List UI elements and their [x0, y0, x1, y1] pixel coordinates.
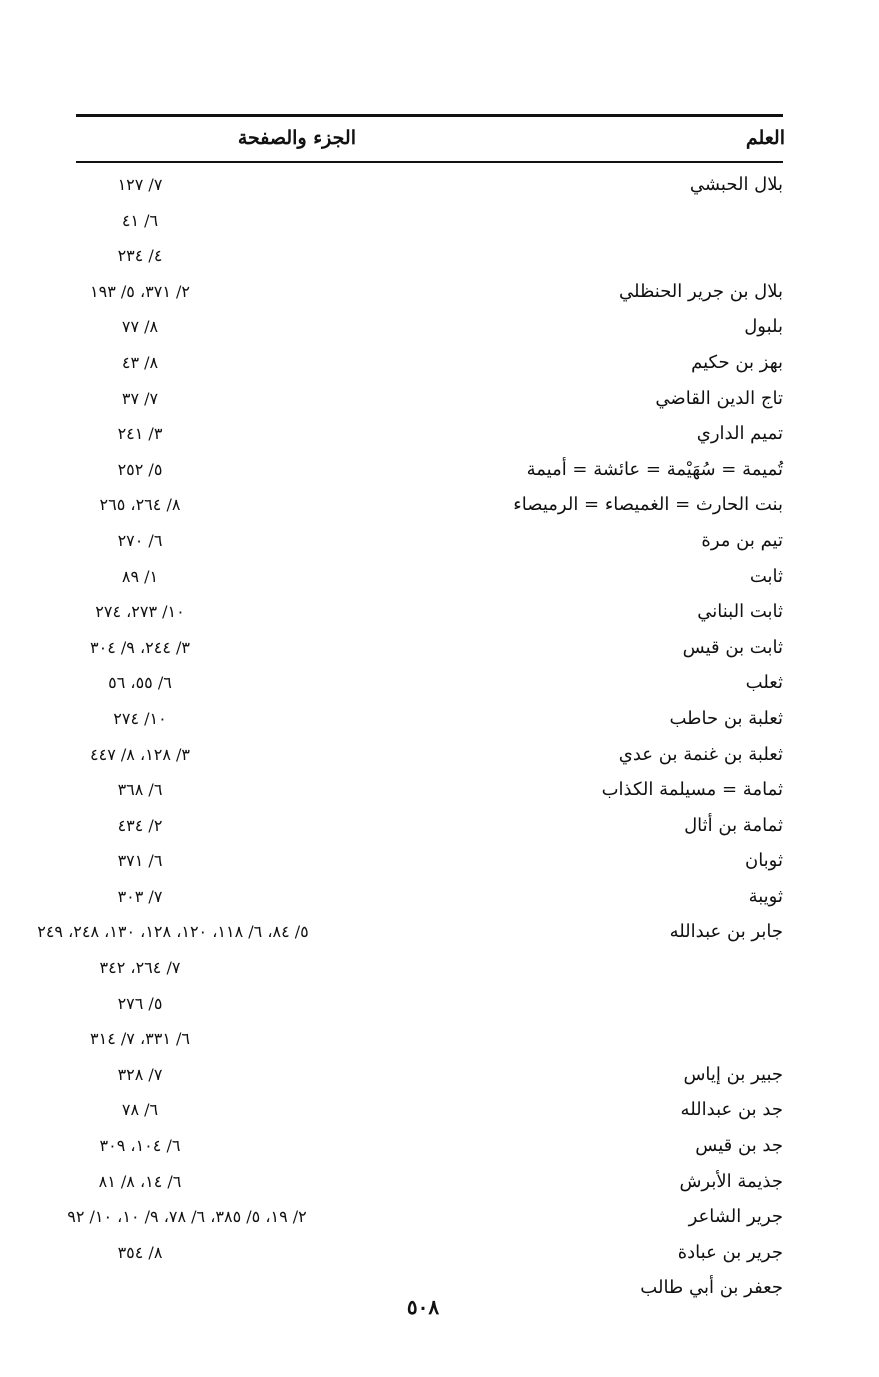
volume-page-reference: ٧/ ٣٢٨ [117, 1064, 163, 1084]
table-row [0, 560, 879, 596]
table-row [0, 1093, 879, 1129]
volume-page-reference: ٥/ ٢٧٦ [117, 993, 163, 1013]
table-row [0, 239, 879, 275]
person-name: تاج الدين القاضي [655, 387, 783, 409]
person-name: بنت الحارث = الغميصاء = الرميصاء [513, 494, 783, 516]
person-name: تُميمة = سُهَيْمة = عائشة = أميمة [526, 458, 783, 480]
volume-page-reference: ٦/ ٧٨ [121, 1100, 159, 1120]
person-name: ثابت البناني [697, 601, 783, 623]
table-row [0, 275, 879, 311]
table-row [0, 631, 879, 667]
person-name: ثعلبة بن غنمة بن عدي [618, 743, 783, 765]
person-name: ثابت بن قيس [682, 636, 783, 658]
table-row [0, 1236, 879, 1272]
table-row [0, 951, 879, 987]
table-row [0, 1022, 879, 1058]
volume-page-reference: ٦/ ٣٦٨ [117, 780, 163, 800]
table-row [0, 204, 879, 240]
header-reference-column: الجزء والصفحة [237, 127, 356, 149]
table-row [0, 666, 879, 702]
volume-page-reference: ٨/ ٤٣ [121, 352, 159, 372]
volume-page-reference: ٧/ ٢٦٤، ٣٤٢ [99, 958, 181, 978]
header-rule [76, 161, 783, 163]
table-row [0, 488, 879, 524]
person-name: ثمامة = مسيلمة الكذاب [601, 779, 783, 801]
person-name: جرير الشاعر [688, 1206, 783, 1228]
person-name: جد بن قيس [695, 1135, 783, 1157]
volume-page-reference: ٦/ ٥٥، ٥٦ [108, 673, 172, 693]
person-name: جعفر بن أبي طالب [640, 1277, 783, 1299]
table-row [0, 880, 879, 916]
table-row [0, 844, 879, 880]
volume-page-reference: ٥/ ٨٤، ٦/ ١١٨، ١٢٠، ١٢٨، ١٣٠، ٢٤٨، ٢٤٩ [37, 922, 309, 942]
person-name: جبير بن إياس [683, 1063, 783, 1085]
table-row [0, 524, 879, 560]
person-name: جذيمة الأبرش [679, 1170, 783, 1192]
table-row [0, 702, 879, 738]
table-row [0, 382, 879, 418]
volume-page-reference: ٢/ ١٩، ٥/ ٣٨٥، ٦/ ٧٨، ٩/ ١٠، ١٠/ ٩٢ [67, 1207, 307, 1227]
volume-page-reference: ٥/ ٢٥٢ [117, 459, 163, 479]
table-row [0, 809, 879, 845]
volume-page-reference: ٧/ ٣٠٣ [117, 886, 163, 906]
index-table [0, 168, 879, 1307]
volume-page-reference: ١٠/ ٢٧٤ [113, 708, 167, 728]
volume-page-reference: ٣/ ٢٤١ [117, 424, 163, 444]
table-row [0, 915, 879, 951]
person-name: تميم الداري [696, 423, 783, 445]
person-name: ثعلب [745, 672, 783, 694]
person-name: جرير بن عبادة [677, 1241, 783, 1263]
volume-page-reference: ٨/ ٧٧ [121, 317, 159, 337]
volume-page-reference: ٦/ ١٠٤، ٣٠٩ [99, 1136, 181, 1156]
volume-page-reference: ٧/ ٣٧ [121, 388, 159, 408]
volume-page-reference: ٨/ ٣٥٤ [117, 1242, 163, 1262]
volume-page-reference: ٨/ ٢٦٤، ٢٦٥ [99, 495, 181, 515]
volume-page-reference: ١/ ٨٩ [121, 566, 159, 586]
volume-page-reference: ٦/ ٣٣١، ٧/ ٣١٤ [90, 1029, 190, 1049]
table-row [0, 168, 879, 204]
table-row [0, 346, 879, 382]
volume-page-reference: ٣/ ٢٤٤، ٩/ ٣٠٤ [90, 637, 190, 657]
table-row [0, 738, 879, 774]
volume-page-reference: ٤/ ٢٣٤ [117, 246, 163, 266]
table-row [0, 987, 879, 1023]
person-name: بلال بن جرير الحنظلي [619, 280, 783, 302]
person-name: ثوبان [744, 850, 783, 872]
volume-page-reference: ٦/ ٤١ [121, 210, 159, 230]
volume-page-reference: ٦/ ٣٧١ [117, 851, 163, 871]
table-row [0, 1129, 879, 1165]
table-row [0, 1058, 879, 1094]
table-row [0, 417, 879, 453]
table-row [0, 595, 879, 631]
person-name: ثابت [749, 565, 783, 587]
volume-page-reference: ٧/ ١٢٧ [117, 175, 163, 194]
person-name: بلبول [744, 316, 783, 338]
page-number: ٥٠٨ [406, 1295, 440, 1319]
table-row [0, 773, 879, 809]
person-name: تيم بن مرة [701, 529, 783, 551]
volume-page-reference: ٦/ ٢٧٠ [117, 530, 163, 550]
person-name: ثمامة بن أثال [684, 814, 783, 836]
table-row [0, 310, 879, 346]
person-name: بهز بن حكيم [691, 351, 783, 373]
table-row [0, 453, 879, 489]
table-row [0, 1200, 879, 1236]
volume-page-reference: ٣/ ١٢٨، ٨/ ٤٤٧ [90, 744, 190, 764]
header-name-column: العلم [745, 127, 785, 149]
volume-page-reference: ٢/ ٤٣٤ [117, 815, 163, 835]
person-name: جابر بن عبدالله [669, 921, 783, 943]
person-name: جد بن عبدالله [680, 1099, 783, 1121]
volume-page-reference: ١٠/ ٢٧٣، ٢٧٤ [95, 602, 185, 622]
person-name: بلال الحبشي [689, 174, 783, 195]
table-row [0, 1165, 879, 1201]
person-name: ثعلبة بن حاطب [669, 707, 783, 729]
top-rule [76, 114, 783, 117]
volume-page-reference: ٦/ ١٤، ٨/ ٨١ [98, 1171, 182, 1191]
person-name: ثويبة [748, 885, 783, 907]
volume-page-reference: ٢/ ٣٧١، ٥/ ١٩٣ [90, 281, 190, 301]
